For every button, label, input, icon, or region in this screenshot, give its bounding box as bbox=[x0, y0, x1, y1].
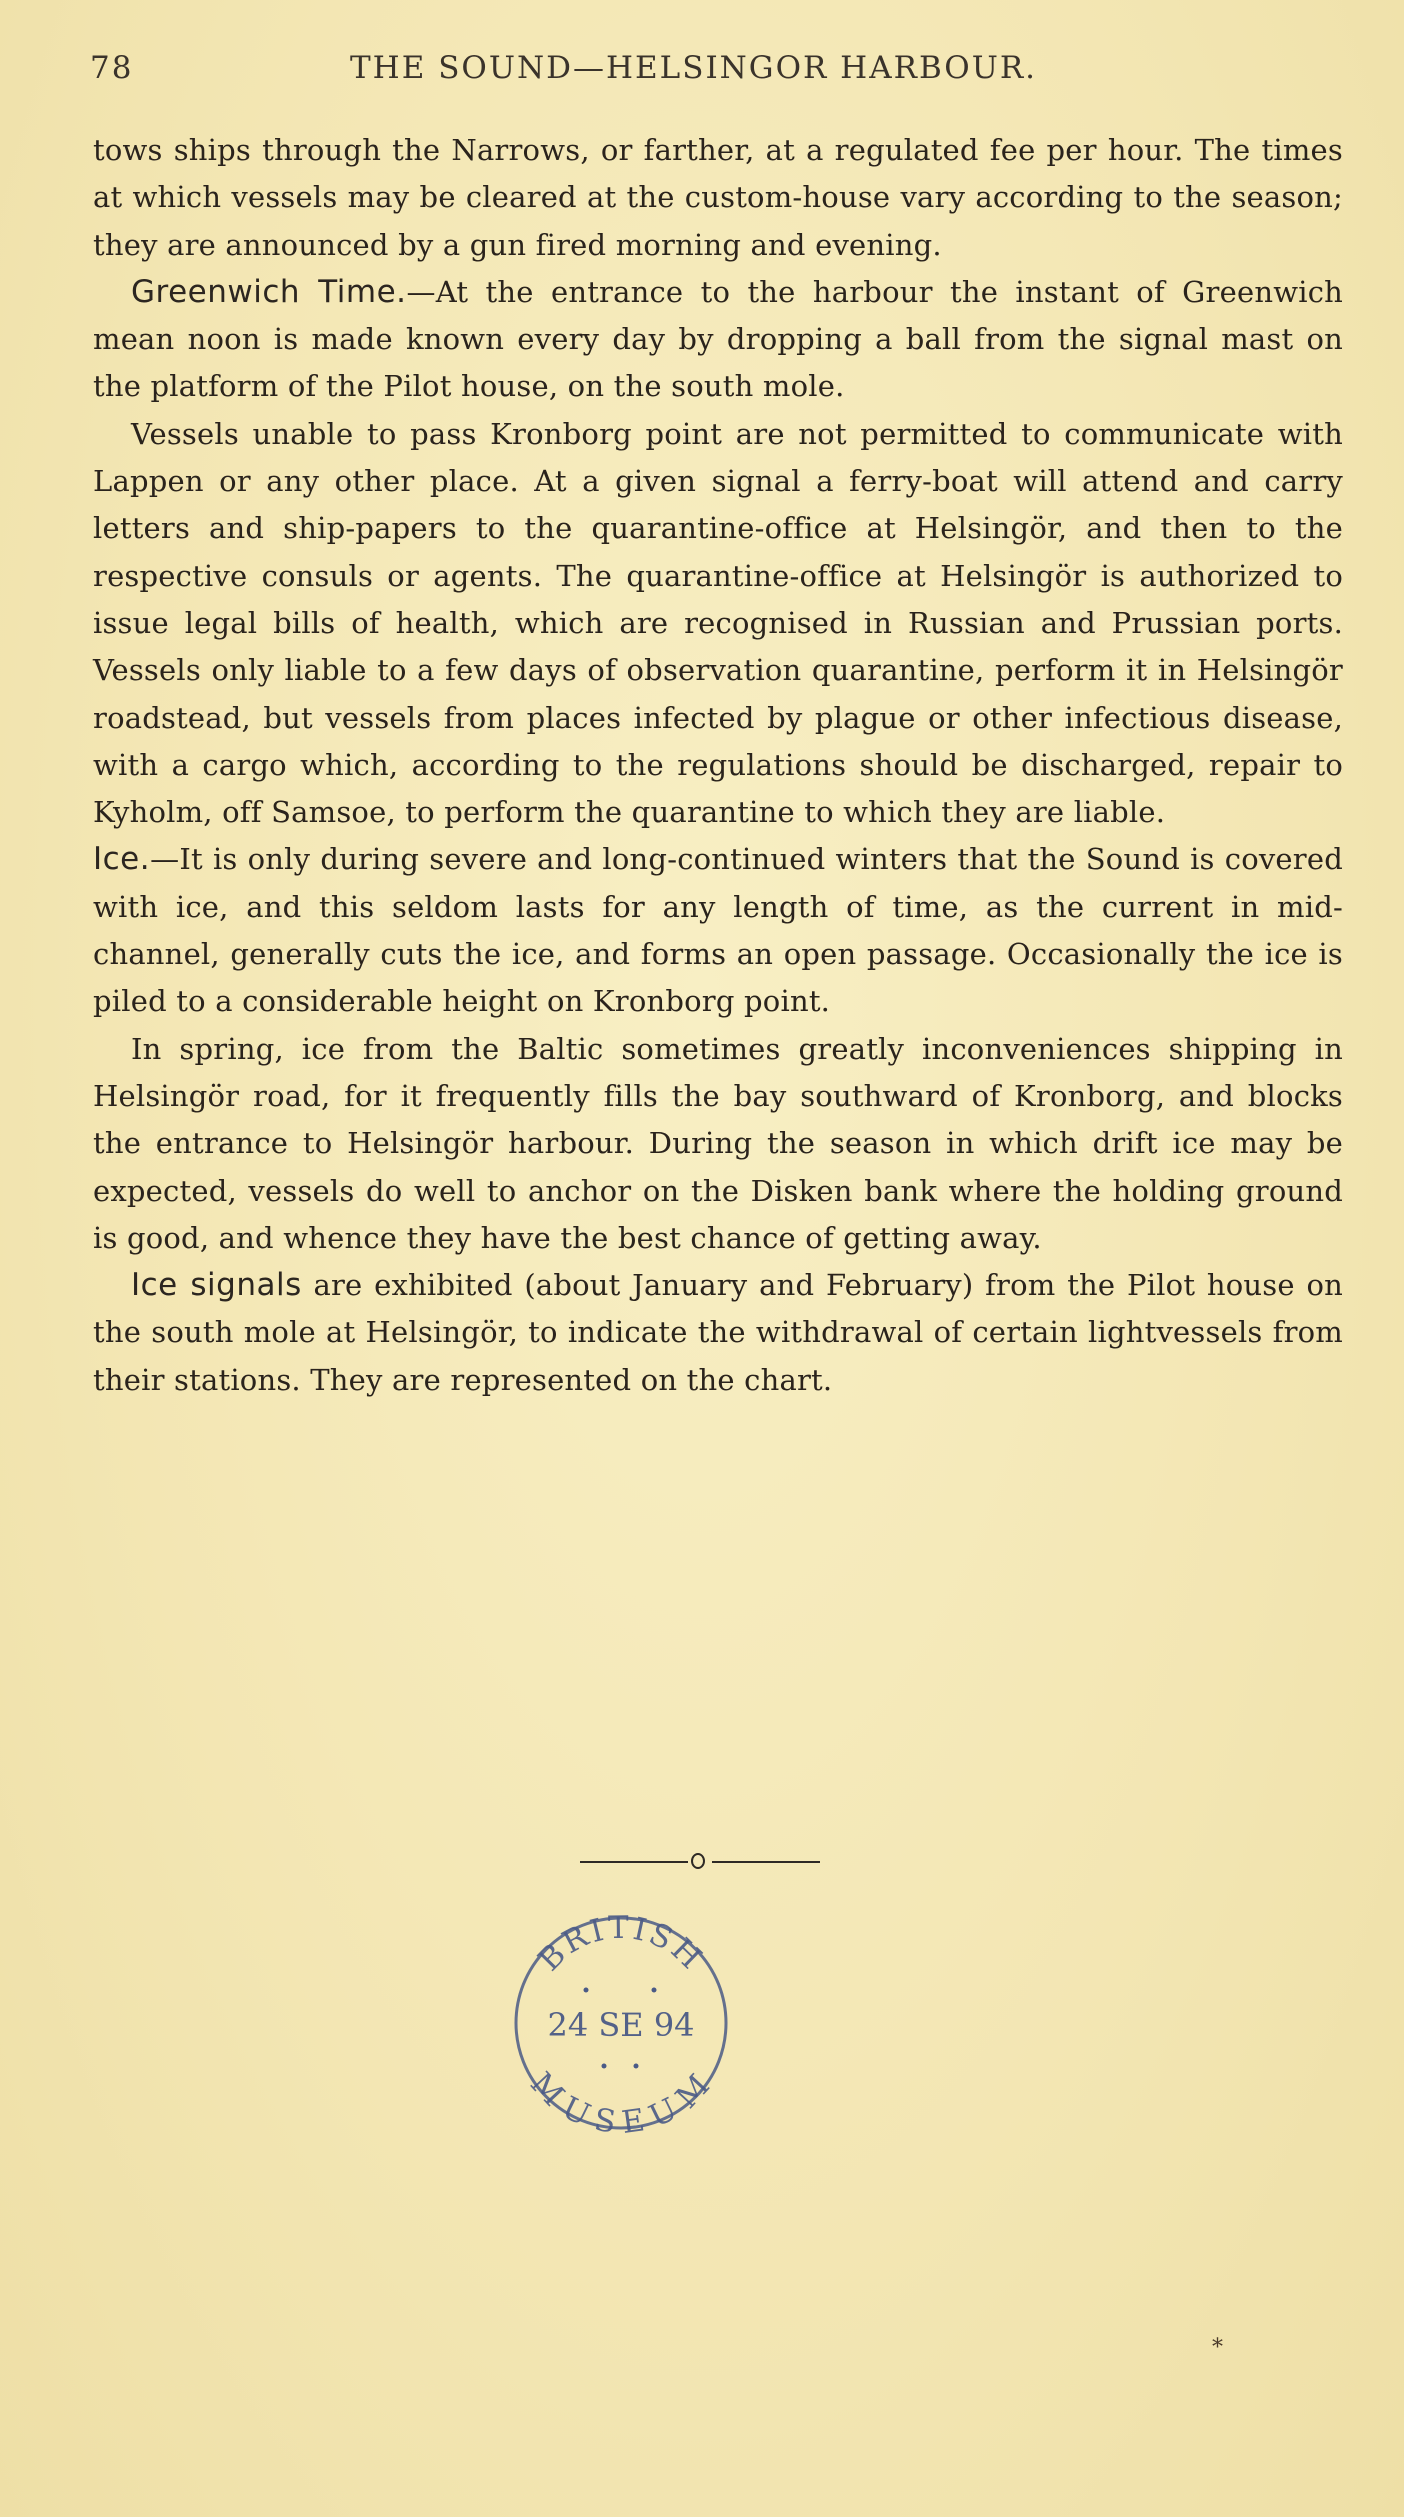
page-header bbox=[90, 50, 1340, 100]
paragraph-quarantine: Vessels unable to pass Kronborg point are not permitted to communicate with Lappen or any other place. At a given signal a ferry-boat will attend and carry letters and ship-papers to the quarantine-office at Helsingör, and then to the respective consuls or agents. The quarantine-office at Helsingör is authorized to issue legal bills of health, which are recognised in Russian and Prussian ports. Vessels only liable to a few days of observation quarantine, perform it in Helsingör roadstead, but vessels from places infected by plague or other infectious disease, with a cargo which, according to the regulations should be discharged, repair to Kyholm, off Samsoe, to perform the quarantine to which they are liable. bbox=[93, 416, 1343, 830]
paragraph-spring-ice: In spring, ice from the Baltic sometimes greatly inconveniences shipping in Helsingör road, for it frequently fills the bay southward of Kronborg, and blocks the entrance to Helsingör harbour. During the season in which drift ice may be expected, vessels do well to anchor on the Disken bank where the holding ground is good, and whence they have the best chance of getting away. bbox=[93, 1031, 1343, 1255]
ink-fleck: ⁎ bbox=[1212, 2328, 1223, 2353]
sidehead-ice: Ice. bbox=[93, 841, 151, 878]
divider-ornament bbox=[691, 1853, 705, 1869]
stamp-dot bbox=[584, 1988, 589, 1993]
sidehead-greenwich-time: Greenwich Time. bbox=[131, 273, 407, 310]
page-number: 78 bbox=[90, 50, 134, 86]
stamp-top-text: BRITISH bbox=[531, 1909, 711, 1979]
paragraph-ice-text: —It is only during severe and long-continued winters that the Sound is covered with ice, and this seldom lasts for any length of time, as the current in mid-channel, generally cuts the ice, and forms an open passage. Occasionally the ice is piled to a considerable height on Kronborg point. bbox=[93, 842, 1343, 1019]
stamp-dot bbox=[602, 2064, 607, 2069]
paragraph-continuation: tows ships through the Narrows, or farther, at a regulated fee per hour. The times at which vessels may be cleared at the custom-house vary according to the season; they are announced by a gun fired morning and evening. bbox=[93, 133, 1343, 262]
sidehead-ice-signals: Ice signals bbox=[131, 1267, 302, 1304]
stamp-date: 24 SE 94 bbox=[547, 2006, 695, 2044]
paragraph-greenwich-time-text: —At the entrance to the harbour the instant of Greenwich mean noon is made known every day by dropping a ball from the signal mast on the platform of the Pilot house, on the south mole. bbox=[93, 274, 1344, 404]
divider-line-left bbox=[580, 1861, 688, 1863]
stamp-dot bbox=[634, 2064, 639, 2069]
body-text bbox=[93, 127, 1343, 1404]
stamp-bottom-text: MUSEUM bbox=[523, 2065, 719, 2142]
running-head: THE SOUND—HELSINGOR HARBOUR. bbox=[350, 50, 1038, 86]
paragraph-ice-signals bbox=[93, 1262, 1343, 1404]
paragraph-greenwich-time bbox=[93, 269, 1343, 411]
paragraph-ice-signals-text: are exhibited (about January and February) from the Pilot house on the south mole at Helsingör, to indicate the withdrawal of certain lightvessels from their stations. They are represented on the chart. bbox=[93, 1268, 1343, 1397]
section-divider bbox=[580, 1847, 820, 1877]
divider-line-right bbox=[712, 1861, 820, 1863]
museum-stamp bbox=[496, 1898, 746, 2148]
stamp-dot bbox=[652, 1988, 657, 1993]
paragraph-ice bbox=[93, 836, 1343, 1025]
